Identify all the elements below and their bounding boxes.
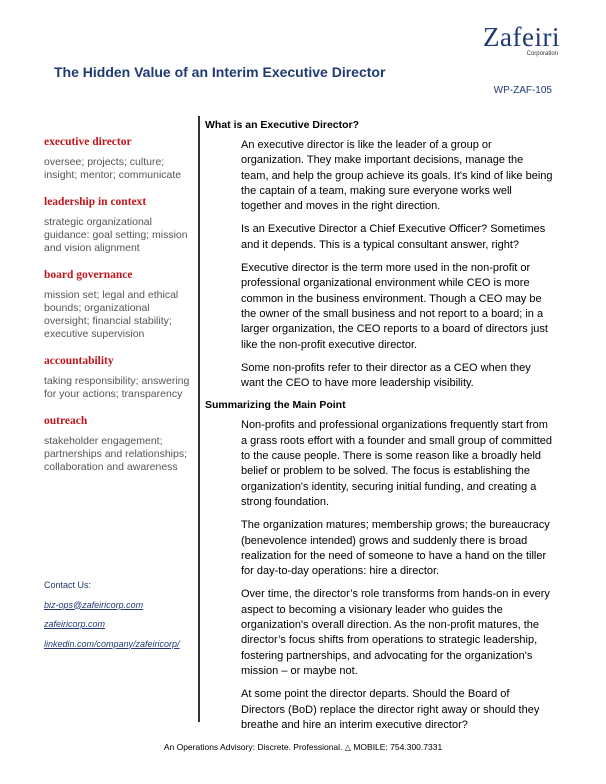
company-logo (483, 22, 560, 57)
sidebar-body: strategic organizational guidance: goal setting; mission and vision alignment (44, 216, 188, 254)
triangle-icon: △ (344, 743, 351, 752)
sidebar-section-leadership-in-context (44, 196, 198, 255)
sidebar-body: stakeholder engagement; partnerships and relationships; collaboration and awareness (44, 435, 188, 473)
section-heading-what-is: What is an Executive Director? (205, 119, 360, 131)
document-title: The Hidden Value of an Interim Executive Director (54, 64, 386, 80)
footer (0, 742, 606, 752)
section-heading-summary: Summarizing the Main Point (205, 399, 346, 412)
column-divider (198, 116, 200, 722)
email-link[interactable]: biz-ops@zafeiricorp.com (44, 599, 144, 610)
sidebar-section-board-governance (44, 269, 198, 341)
paragraph: At some point the director departs. Should the Board of Directors (BoD) replace the director right away or should they breathe and hire an interim executive director? (241, 688, 540, 731)
main-content (205, 119, 553, 741)
sidebar-section-accountability (44, 355, 198, 401)
footer-mobile: MOBILE: 754.300.7331 (353, 742, 443, 752)
sidebar-body: mission set; legal and ethical bounds; organizational oversight; financial stability; executive supervision (44, 289, 179, 340)
document-id: WP-ZAF-105 (493, 85, 552, 96)
sidebar-section-outreach (44, 415, 198, 474)
sidebar-heading: outreach (44, 415, 88, 427)
paragraph: Over time, the director’s role transforms from hands-on in every aspect to becoming a visionary leader who guides the organization's overall direction. As the non-profit matures, the director’s focus shifts from operations to strategic leadership, fostering partnerships, and advocating for the organization's mission – or maybe not. (241, 588, 550, 677)
logo-subtitle: Corporation (526, 51, 558, 57)
sidebar-heading: board governance (44, 269, 133, 281)
paragraph: Non-profits and professional organizations frequently start from a grass roots effort with a founder and small group of committed to the cause people. There is some reason like a broadly held belief or problem to be solved. The focus is establishing the organization's identity, securing initial funding, and creating a strong foundation. (241, 419, 553, 508)
sidebar-body: taking responsibility; answering for your actions; transparency (44, 375, 190, 400)
sidebar-heading: accountability (44, 355, 114, 367)
contact-label: Contact Us: (44, 580, 92, 590)
linkedin-link[interactable]: linkedin.com/company/zafeiricorp/ (44, 638, 180, 649)
footer-tagline: An Operations Advisory: Discrete. Professional. (163, 742, 343, 752)
paragraph: Some non-profits refer to their director as a CEO when they want the CEO to have more leadership visibility. (241, 361, 531, 390)
paragraph: The organization matures; membership grows; the bureaucracy (benevolence intended) grows and suddenly there is broad realization for the need of someone to have a hand on the tiller for day-to-day operations: hire a director. (241, 519, 550, 578)
sidebar-heading: executive director (44, 136, 132, 148)
sidebar (44, 136, 198, 488)
sidebar-section-executive-director (44, 136, 198, 182)
sidebar-heading: leadership in context (44, 196, 147, 208)
contact-block (44, 576, 198, 654)
logo-name: Zafeiri (483, 22, 560, 52)
website-link[interactable]: zafeiricorp.com (44, 619, 106, 629)
paragraph: An executive director is like the leader of a group or organization. They make important decisions, manage the team, and help the group achieve its goals. It's kind of like being the captain of a team, making sure everyone works well together and moves in the right direction. (241, 139, 553, 213)
sidebar-body: oversee; projects; culture; insight; mentor; communicate (44, 156, 182, 181)
paragraph: Executive director is the term more used in the non-profit or professional organizational environment while CEO is more common in the business environment. Though a CEO may be the owner of the small business and not report to a board; in a larger organization, the CEO reports to a board of directors just like the non-profit executive director. (241, 262, 548, 351)
paragraph: Is an Executive Director a Chief Executive Officer? Sometimes and it depends. This is a typical consultant answer, right? (241, 223, 546, 251)
